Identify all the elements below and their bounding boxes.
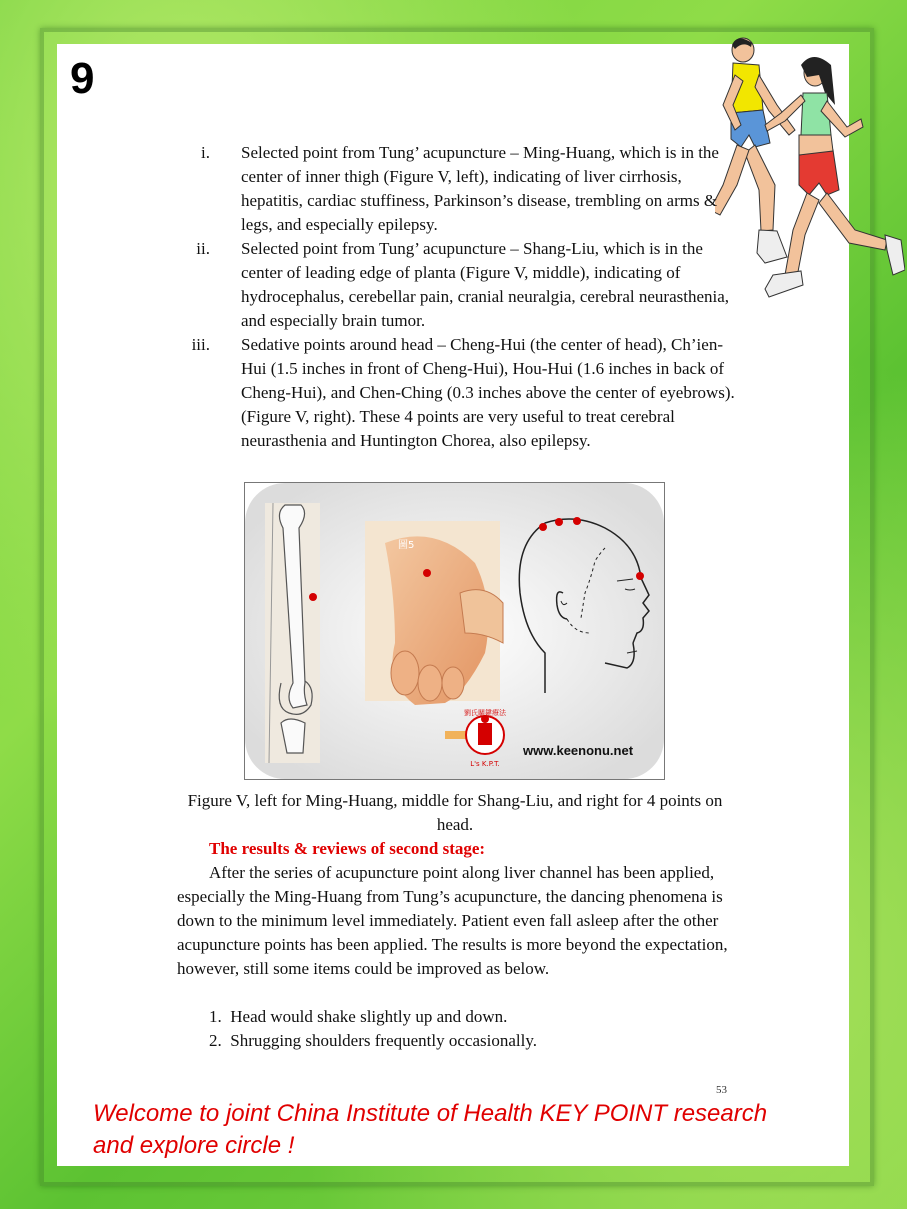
cheng-hui-point xyxy=(555,518,563,526)
hou-hui-point xyxy=(573,517,581,525)
results-heading: The results & reviews of second stage: xyxy=(209,839,486,858)
ming-huang-point xyxy=(309,593,317,601)
logo-text: 劉氏關鍵療法 xyxy=(464,709,506,717)
list-item xyxy=(185,237,745,333)
results-paragraph xyxy=(177,861,737,981)
figure-illustration xyxy=(245,483,664,779)
results-paragraph-text: After the series of acupuncture point along liver channel has been applied, especially the Ming-Huang from Tung’s acupuncture, the dancing phenomena is down to the minimum level immediately. Patient even fall asleep after the other acupuncture points has been applied. The results is more beyond the expectation, however, still some items could be improved as below. xyxy=(177,863,728,978)
list-item xyxy=(185,333,745,477)
item-text: Sedative points around head – Cheng-Hui (the center of head), Ch’ien-Hui (1.5 inches in front of Cheng-Hui), Hou-Hui (1.6 inches in back of Cheng-Hui), and Chen-Ching (0.3 inches above the center of eyebrows). (Figure V, right). These 4 points are very useful to treat cerebral neurasthenia and Huntington Chorea, also epilepsy. xyxy=(241,335,735,450)
welcome-line-1: Welcome to joint China Institute of Health KEY POINT research xyxy=(93,1100,768,1127)
page-number: 53 xyxy=(716,1084,727,1096)
item-number: 2. xyxy=(209,1031,222,1050)
list-item xyxy=(209,1005,507,1029)
thigh-bone-drawing xyxy=(265,503,320,763)
female-runner xyxy=(765,57,905,297)
ch-ien-hui-point xyxy=(539,523,547,531)
list-item xyxy=(185,141,745,237)
item-number: i. xyxy=(201,143,210,162)
item-number: iii. xyxy=(191,335,210,354)
welcome-banner xyxy=(93,1098,833,1162)
foot-figure-label: 圖5 xyxy=(398,540,415,551)
chen-ching-point xyxy=(636,572,644,580)
welcome-line-2: and explore circle ! xyxy=(93,1132,295,1159)
item-text: Selected point from Tung’ acupuncture – Ming-Huang, which is in the center of inner thigh (Figure V, left), indicating of liver cirrhosis, hepatitis, cardiac stuffiness, Parkinson’s disease, trembling on arms & legs, and especially epilepsy. xyxy=(241,143,719,234)
item-text: Selected point from Tung’ acupuncture – Shang-Liu, which is in the center of leading edge of planta (Figure V, middle), indicating of hydrocephalus, cerebellar pain, cranial neuralgia, cerebral neurasthenia, and especially brain tumor. xyxy=(241,239,730,330)
shang-liu-point xyxy=(423,569,431,577)
foot-sole-drawing xyxy=(365,521,503,705)
logo-subtext: L's K.P.T. xyxy=(470,760,500,768)
item-text: Head would shake slightly up and down. xyxy=(230,1007,508,1026)
list-item xyxy=(209,1029,537,1053)
item-number: 1. xyxy=(209,1007,222,1026)
website-url: www.keenonu.net xyxy=(523,743,634,758)
figure-caption: Figure V, left for Ming-Huang, middle for Shang-Liu, and right for 4 points on head. xyxy=(187,791,723,834)
item-number: ii. xyxy=(196,239,210,258)
slide-number: 9 xyxy=(70,54,95,103)
item-text: Shrugging shoulders frequently occasionally. xyxy=(230,1031,537,1050)
figure-v xyxy=(244,482,665,780)
